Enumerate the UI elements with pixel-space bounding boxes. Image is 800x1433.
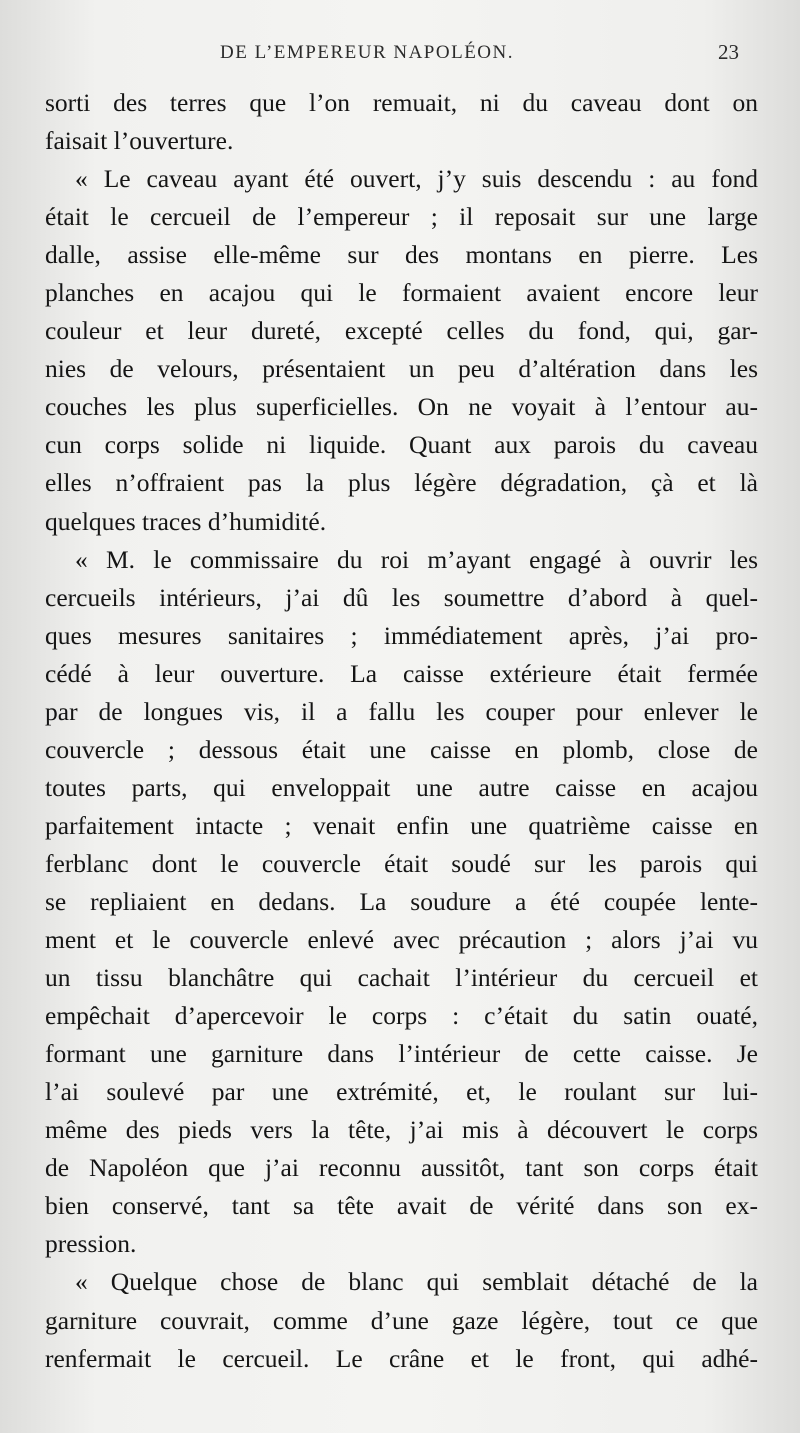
text-line: couches les plus superficielles. On ne voyait à l’entour au- — [45, 392, 758, 422]
text-line: cercueils intérieurs, j’ai dû les soumettre d’abord à quel- — [45, 582, 758, 612]
running-title: DE L’EMPEREUR NAPOLÉON. — [220, 42, 514, 63]
text-line: « Le caveau ayant été ouvert, j’y suis descendu : au fond — [75, 164, 758, 194]
text-line: nies de velours, présentaient un peu d’altération dans les — [45, 354, 758, 384]
text-line: bien conservé, tant sa tête avait de vérité dans son ex- — [45, 1191, 758, 1221]
text-line: un tissu blanchâtre qui cachait l’intérieur du cercueil et — [45, 963, 758, 993]
text-line: toutes parts, qui enveloppait une autre caisse en acajou — [45, 772, 758, 802]
text-line: couvercle ; dessous était une caisse en plomb, close de — [45, 734, 758, 764]
text-line: ferblanc dont le couvercle était soudé sur les parois qui — [45, 848, 758, 878]
text-line: faisait l’ouverture. — [45, 126, 234, 156]
text-line: pression. — [45, 1229, 137, 1259]
text-line: l’ai soulevé par une extrémité, et, le roulant sur lui- — [45, 1077, 758, 1107]
text-line: « Quelque chose de blanc qui semblait détaché de la — [75, 1267, 758, 1297]
page-number: 23 — [718, 40, 739, 64]
text-line: de Napoléon que j’ai reconnu aussitôt, tant son corps était — [45, 1153, 758, 1183]
text-line: elles n’offraient pas la plus légère dégradation, çà et là — [45, 468, 758, 498]
text-line: formant une garniture dans l’intérieur de cette caisse. Je — [45, 1039, 758, 1069]
text-line: ment et le couvercle enlevé avec précaution ; alors j’ai vu — [45, 925, 758, 955]
text-line: sorti des terres que l’on remuait, ni du caveau dont on — [45, 88, 758, 117]
text-line: planches en acajou qui le formaient avaient encore leur — [45, 278, 758, 308]
text-line: se repliaient en dedans. La soudure a été coupée lente- — [45, 886, 758, 916]
text-line: empêchait d’apercevoir le corps : c’était du satin ouaté, — [45, 1001, 758, 1031]
text-line: couleur et leur dureté, excepté celles du fond, qui, gar- — [45, 316, 758, 346]
text-line: était le cercueil de l’empereur ; il reposait sur une large — [45, 202, 758, 232]
text-line: parfaitement intacte ; venait enfin une quatrième caisse en — [45, 810, 758, 840]
text-line: cun corps solide ni liquide. Quant aux parois du caveau — [45, 430, 758, 460]
body-text — [45, 84, 758, 1378]
text-line: par de longues vis, il a fallu les couper pour enlever le — [45, 696, 758, 726]
page-header — [0, 40, 800, 80]
text-line: « M. le commissaire du roi m’ayant engagé à ouvrir les — [75, 544, 758, 574]
text-line: renfermait le cercueil. Le crâne et le front, qui adhé- — [45, 1343, 758, 1373]
text-line: ques mesures sanitaires ; immédiatement après, j’ai pro- — [45, 620, 758, 650]
text-line: garniture couvrait, comme d’une gaze légère, tout ce que — [45, 1305, 758, 1335]
text-line: dalle, assise elle-même sur des montans en pierre. Les — [45, 240, 758, 270]
text-line: même des pieds vers la tête, j’ai mis à découvert le corps — [45, 1115, 758, 1145]
text-line: quelques traces d’humidité. — [45, 506, 327, 536]
text-line: cédé à leur ouverture. La caisse extérieure était fermée — [45, 658, 758, 688]
